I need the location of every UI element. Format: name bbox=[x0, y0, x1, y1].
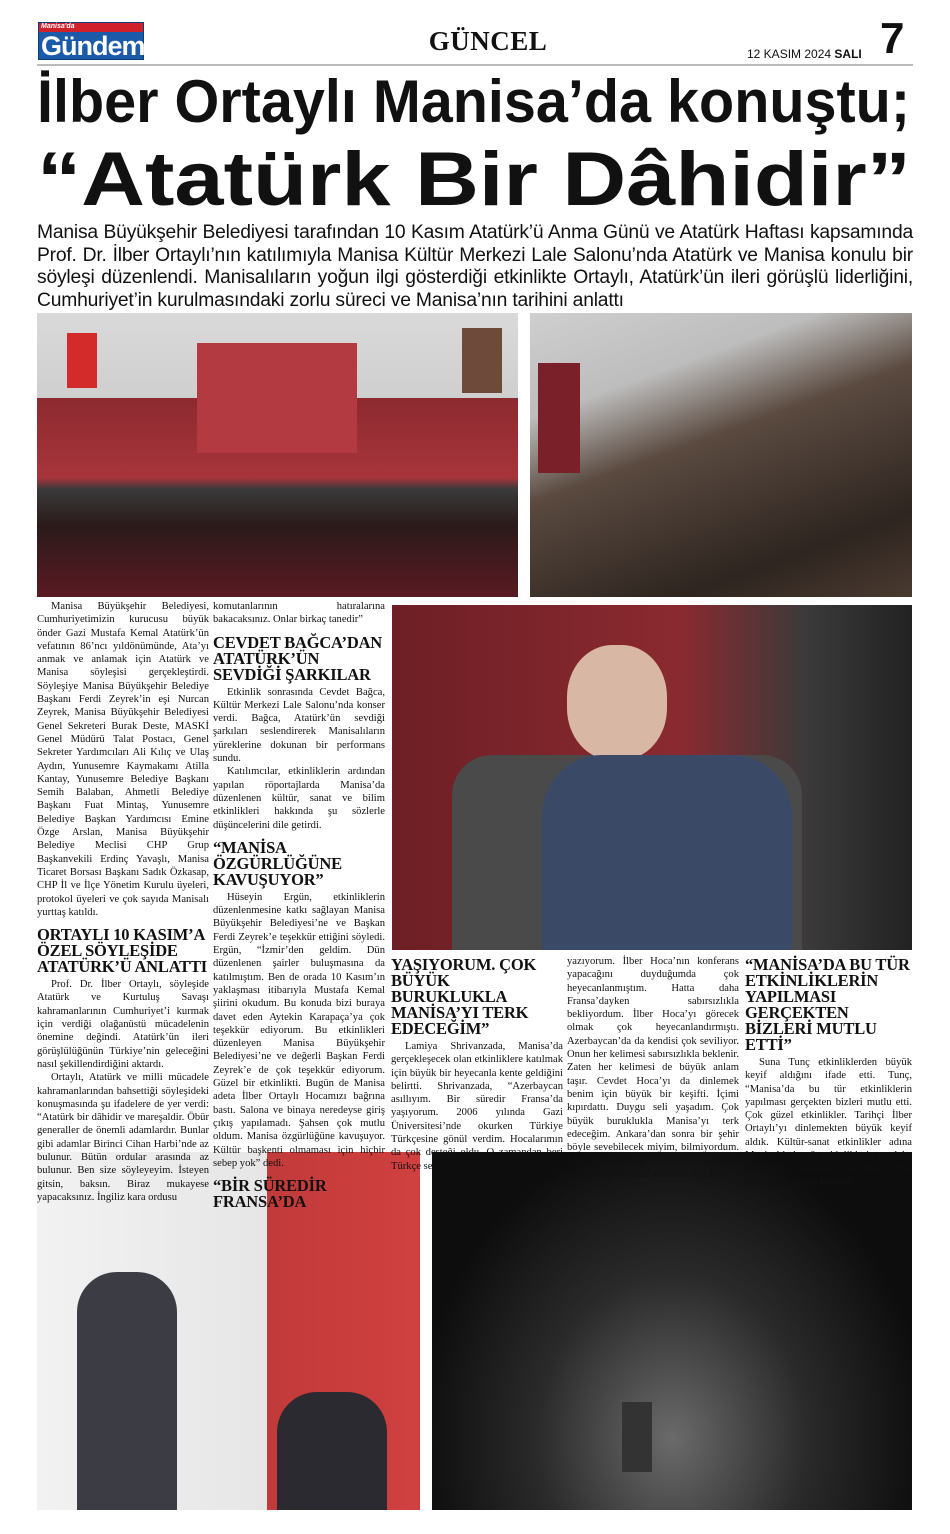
headline-line1-text: İlber Ortaylı Manisa’da konuştu; bbox=[37, 68, 910, 135]
page-number: 7 bbox=[880, 14, 905, 63]
subheading: ORTAYLI 10 KASIM’A ÖZEL SÖYLEŞİDE ATATÜRK’Ü ANLATTI bbox=[37, 925, 208, 977]
article-column-2 bbox=[213, 600, 385, 1213]
article-column-4 bbox=[567, 955, 739, 1181]
photo-ilber-ortayli-speaking bbox=[392, 605, 912, 950]
photo-concert-stage bbox=[432, 1152, 912, 1510]
subheading: “MANİSA ÖZGÜRLÜĞÜNE KAVUŞUYOR” bbox=[213, 837, 342, 889]
day-text: SALI bbox=[834, 47, 862, 61]
article-column-1 bbox=[37, 600, 209, 1204]
subheading: “MANİSA’DA BU TÜR ETKİNLİKLERİN YAPILMASI GERÇEKTEN BİZLERİ MUTLU ETTİ” bbox=[745, 955, 910, 1054]
photo-audience bbox=[530, 313, 912, 597]
article-column-5 bbox=[745, 955, 912, 1189]
logo-small-text: Manisa'da bbox=[41, 23, 75, 30]
headline-line2-text: “Atatürk Bir Dâhidir” bbox=[37, 137, 911, 222]
paragraph: Katılımcılar, etkinliklerin ardından yapılan röportajlarda Manisa’da düzenlenen kültür, sanat ve bilim etkinlikleri hakkında şu sözlerle düşüncelerini dile getirdi. bbox=[213, 766, 385, 831]
paragraph: Lamiya Shrivanzada, Manisa’da gerçekleşecek olan etkinliklere katılmak için büyük bir heyecanla kente geldiğini belirtti. Shrivanzada, “Azerbaycan asıllıyım. Bir süredir Fransa’da yaşıyorum. 2006 yılında Gazi Üniversitesi’nde okurken Türkiye Türkçesine gönül verdim. Hocalarımın da çok desteği oldu. O zamandan beri Türkçe sevdasıyla bbox=[391, 1041, 563, 1172]
subheading: “BİR SÜREDİR FRANSA’DA bbox=[213, 1176, 327, 1212]
subheading: YAŞIYORUM. ÇOK BÜYÜK BURUKLUKLA MANİSA’YI TERK EDECEĞİM” bbox=[391, 955, 537, 1038]
headline-line2 bbox=[37, 136, 913, 222]
newspaper-logo bbox=[38, 22, 144, 60]
paragraph bbox=[745, 1056, 912, 1189]
issue-date bbox=[747, 47, 862, 61]
byline: ■ Haber Merkezi bbox=[783, 1176, 853, 1187]
headline-line1 bbox=[37, 66, 913, 136]
paragraph: Ortaylı, Atatürk ve milli mücadele kahramanlarından bahsettiği söyleşideki konuşmasında şu ifadelere de yer verdi: “Atatürk bir dâhidir ve mareşaldir. Öbür generaller de önemli adamlardır. Bunlar gibi adamlar Birinci Cihan Harbi’nde az bulunur. Bütün ordular arasında az bulunur. Ben size söyleyeyim. İsteyen gitsin, baksın. Biraz mukayese yapacaksınız. İngiliz kara ordusu bbox=[37, 1072, 209, 1203]
logo-text: Gündem bbox=[41, 31, 145, 61]
subheading: CEVDET BAĞCA’DAN ATATÜRK’ÜN SEVDİĞİ ŞARKILAR bbox=[213, 632, 382, 684]
paragraph: komutanlarının hatıralarına bakacaksınız. Onlar birkaç tanedir” bbox=[213, 601, 385, 626]
article-column-3 bbox=[391, 955, 563, 1173]
paragraph: Hüseyin Ergün, etkinliklerin düzenlenmesine katkı sağlayan Manisa Büyükşehir Belediyesi’ne ve Başkan Ferdi Zeyrek’e teşekkür ettiğini söyledi. Ergün, “İzmir’den geldim. Dün düzenlenen şairler buluşmasına da katılmıştım. Ben de orada 10 Kasım’ın yaklaşması itibarıyla Mustafa Kemal şiirini okudum. Bu konuda bizi buraya davet eden Aytekin Karapaça’ya çok teşekkür ediyorum. Bu etkinlikleri düzenleyen Manisa Büyükşehir Belediyesi’ne ve değerli Başkan Ferdi Zeyrek’e de çok teşekkür ediyorum. Güzel bir etkinlikti. Bugün de Manisa adeta İlber Ortaylı Hocamızı bağrına bastı. Salona ve binaya neredeyse giriş çıkış yapılamadı. Şahsen çok mutlu oldum. Manisa özgürlüğüne kavuşuyor. Kültür başkenti olmaması için hiçbir sebep yok” dedi. bbox=[213, 891, 385, 1169]
paragraph-text: Suna Tunç etkinliklerden büyük keyif aldığını ifade etti. Tunç, “Manisa’da bu tür etkinliklerin yapılması gerçekten bizleri mutlu etti. Çok güzel etkinlikler. Tarihçi İlber Ortaylı’yı dinlemekten büyük keyif aldık. Kültür-sanat etkinlikler adına Manisa’da bu tür etkinliklerin mutlaka devamının olmasını istiyoruz” diye konuştu. bbox=[745, 1057, 912, 1188]
paragraph: Manisa Büyükşehir Belediyesi, Cumhuriyetimizin kurucusu büyük önder Gazi Mustafa Kemal Atatürk’ün vefatının 86’ncı yıldönümünde, Ata’yı anmak ve anlamak için Atatürk ve Manisa söyleşisi gerçekleştirdi. Söyleşiye Manisa Büyükşehir Belediye Başkanı Ferdi Zeyrek’in eşi Nurcan Zeyrek, Manisa Büyükşehir Belediyesi Genel Sekreteri Burak Deste, MASKİ Genel Müdürü Talat Postacı, Genel Sekreter Yardımcıları Ali Kılıç ve Ulaş Aydın, Yunusemre Kaymakamı Atilla Kantay, Yunusemre Belediye Başkanı Semih Balaban, Ahmetli Belediye Başkanı Fuat Mintaş, Yunusemre Belediye Başkan Yardımcısı Emine Özge Arslan, Manisa Büyükşehir Belediye Meclisi CHP Grup Başkanvekili Erdinç Yavaşlı, Manisa Ticaret Borsası Başkanı Sadık Özkasap, CHP İl ve İlçe Yönetim Kurulu üyeleri, protokol üyeleri ve çok sayıda Manisalı yurttaş katıldı. bbox=[37, 601, 209, 918]
photo-stage-hall bbox=[37, 313, 518, 597]
paragraph: Prof. Dr. İlber Ortaylı, söyleşide Atatürk ve Kurtuluş Savaşı kahramanlarının Cumhuriyet’i kurmak için verdiği olağanüstü mücadelenin önemine değindi. Atatürk’ün ileri görüşlülüğünün Türkiye’nin geleceğini nasıl şekillendirdiğini aktardı. bbox=[37, 979, 209, 1070]
section-title: GÜNCEL bbox=[428, 26, 548, 56]
date-text: 12 KASIM 2024 bbox=[747, 47, 832, 61]
paragraph: Etkinlik sonrasında Cevdet Bağca, Kültür Merkezi Lale Salonu’nda konser verdi. Bağca, Atatürk’ün sevdiği şarkıları seslendirerek Manisalıların yüreklerine dokunan bir performans sundu. bbox=[213, 686, 385, 765]
paragraph: yazıyorum. İlber Hoca’nın konferans yapacağını duyduğumda çok heyecanlanmıştım. Hatta daha Fransa’dayken sabırsızlıkla bekliyordum. İlber Hoca’yı görecek olmak çok heyecanlandırmıştı. Azerbaycan’da da kendisi çok seviliyor. Onun her kelimesi sabırsızlıkla beklenir. Zaten her kelimesi de büyük anlam taşır. Cevdet Hoca’yı da dinlemek benim için büyük bir keşifti. İçimi kıpırdattı. Duygu seli yaşadım. Çok büyük buruklukla Manisa’yı terk edeceğim. Ankara’dan sonra bir şehir böyle sevebilecek miyim, bilmiyordum. İşte oluyormuş. Tekrar sevmek oluyormuş hayatta” sözlerini kaydetti. bbox=[567, 956, 739, 1180]
lede-paragraph: Manisa Büyükşehir Belediyesi tarafından 10 Kasım Atatürk’ü Anma Günü ve Atatürk Haftası kapsamında Prof. Dr. İlber Ortaylı’nın katılımıyla Manisa Kültür Merkezi Lale Salonu’nda Atatürk ve Manisa konulu bir söyleşi düzenlendi. Manisalıların yoğun ilgi gösterdiği etkinlikte Ortaylı, Atatürk’ün ileri görüşlü liderliğini, Cumhuriyet’in kurulmasındaki zorlu süreci ve Manisa’nın tarihini anlattı bbox=[37, 222, 913, 311]
